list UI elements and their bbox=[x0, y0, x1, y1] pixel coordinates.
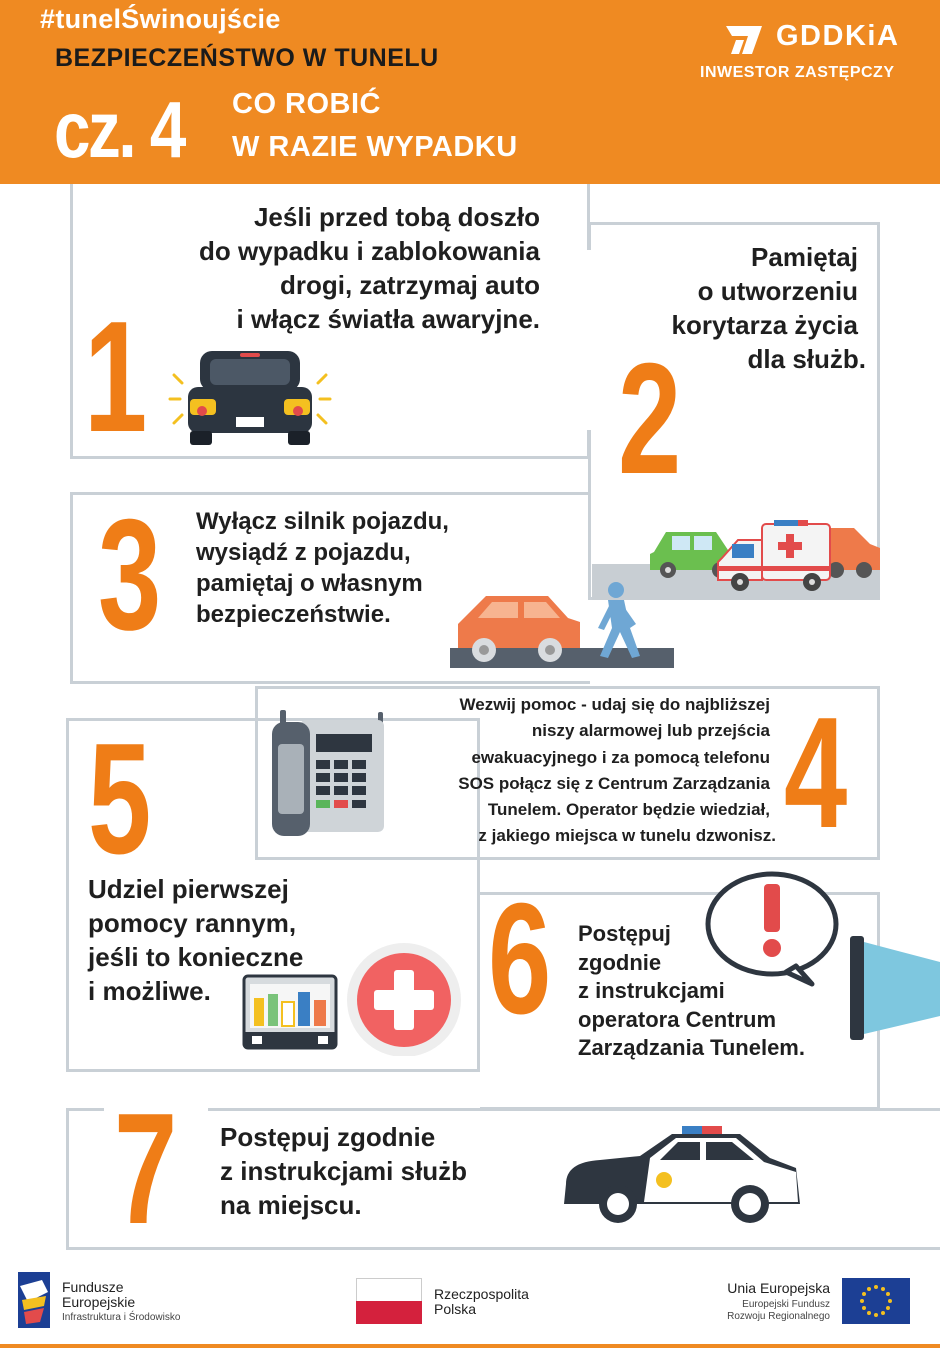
step-1-number: 1 bbox=[84, 289, 148, 465]
step-5-text: Udziel pierwszej pomocy rannym, jeśli to konieczne i możliwe. bbox=[88, 874, 304, 1006]
polish-flag-icon bbox=[356, 1278, 422, 1324]
frame-step-7 bbox=[66, 1108, 940, 1250]
step-6-number: 6 bbox=[488, 871, 552, 1047]
bottom-accent-bar bbox=[0, 1344, 940, 1348]
hashtag: #tunelŚwinoujście bbox=[40, 4, 281, 34]
megaphone-alert-icon bbox=[704, 866, 940, 1050]
gddkia-logo-text: GDDKiA bbox=[776, 20, 900, 52]
efrr-label: Europejski Fundusz Rozwoju Regionalnego bbox=[727, 1299, 830, 1322]
step-7-text: Postępuj zgodnie z instrukcjami służb na miejscu. bbox=[220, 1122, 468, 1220]
sos-phone-icon bbox=[268, 710, 388, 840]
fundusze-europejskie-logo-icon bbox=[18, 1272, 54, 1328]
series-title: BEZPIECZEŃSTWO W TUNELU bbox=[55, 44, 439, 72]
fundusze-europejskie-sub: Infrastruktura i Środowisko bbox=[62, 1312, 181, 1323]
header-banner bbox=[0, 0, 940, 184]
part-label: cz. 4 bbox=[54, 85, 184, 174]
first-aid-kit-icon bbox=[238, 940, 464, 1056]
step-2-number: 2 bbox=[618, 331, 682, 507]
step-1-text: Jeśli przed tobą doszło do wypadku i zablokowania drogi, zatrzymaj auto i włącz światła awaryjne. bbox=[199, 202, 540, 334]
person-leaving-car-icon bbox=[448, 578, 676, 670]
step-6-text: Postępuj zgodnie z instrukcjami operatora Centrum Zarządzania Tunelem. bbox=[578, 921, 805, 1060]
car-hazard-lights-icon bbox=[160, 345, 340, 450]
step-4-number: 4 bbox=[784, 685, 848, 861]
step-3-number: 3 bbox=[98, 487, 162, 663]
fundusze-europejskie-label: Fundusze Europejskie bbox=[62, 1279, 136, 1310]
step-4-text: Wezwij pomoc - udaj się do najbliższej niszy alarmowej lub przejścia ewakuacyjnego i za pomocą telefonu SOS połącz się z Centrum Zarządzania Tunelem. Operator będzie wiedział, z jakiego miejsca w tunelu dzwonisz. bbox=[458, 695, 776, 846]
rzeczpospolita-polska-label: Rzeczpospolita Polska bbox=[434, 1286, 529, 1317]
step-7-number: 7 bbox=[114, 1081, 178, 1257]
gap-2 bbox=[585, 250, 595, 430]
step-3-text: Wyłącz silnik pojazdu, wysiądź z pojazdu, pamiętaj o własnym bezpieczeństwie. bbox=[196, 508, 449, 628]
gddkia-logo-icon bbox=[722, 20, 766, 56]
subtitle-line-2: W RAZIE WYPADKU bbox=[232, 131, 518, 163]
logo-subtitle: INWESTOR ZASTĘPCZY bbox=[700, 64, 895, 81]
step-2-text: Pamiętaj o utworzeniu korytarza życia dla służb. bbox=[671, 242, 866, 374]
unia-europejska-label: Unia Europejska bbox=[727, 1280, 830, 1296]
subtitle-line-1: CO ROBIĆ bbox=[232, 88, 381, 120]
step-5-number: 5 bbox=[88, 711, 152, 887]
police-car-icon bbox=[560, 1124, 804, 1226]
eu-flag-icon bbox=[842, 1278, 910, 1324]
